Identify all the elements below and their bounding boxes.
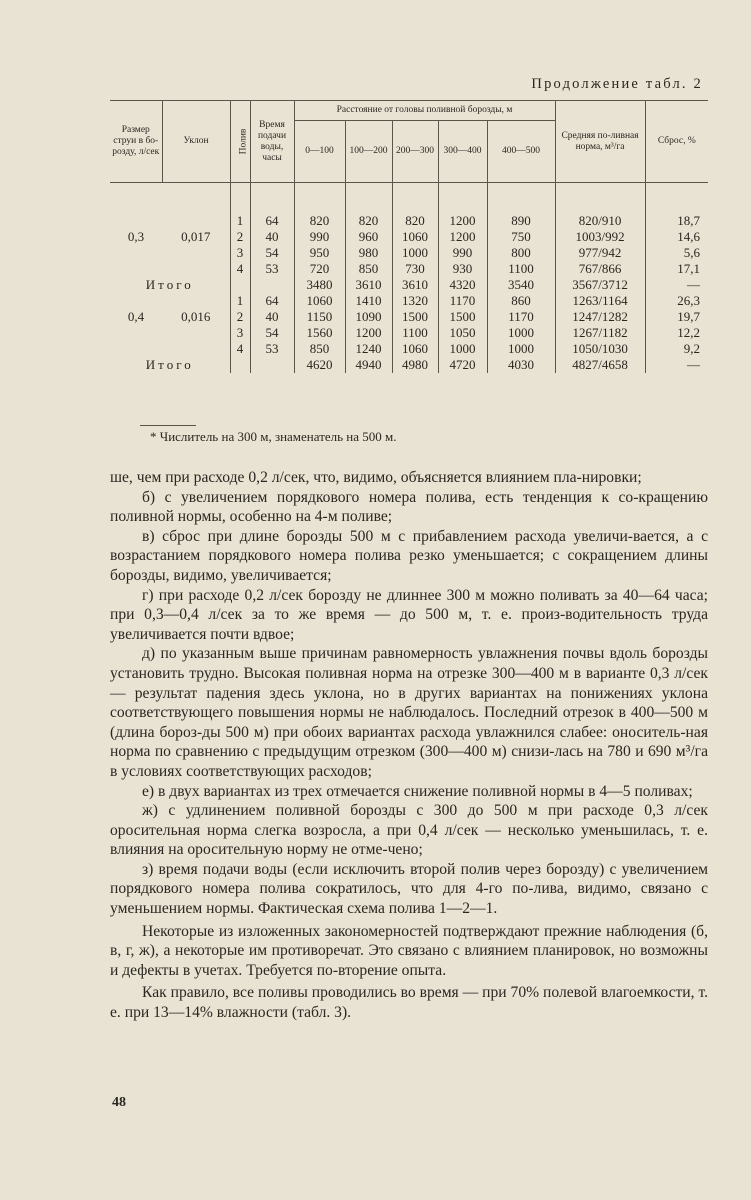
header-distance-2: 100—200: [345, 121, 392, 183]
table-row: 3 54 1560 1200 1100 1050 1000 1267/1182 12,2: [110, 325, 708, 341]
table-row: 4 53 850 1240 1060 1000 1000 1050/1030 9,2: [110, 341, 708, 357]
stream-size-value: 0,4: [127, 309, 145, 324]
table-row: 0,3 0,017 2 40 990 960 1060 1200 750 1003/992 14,6: [110, 229, 708, 245]
slope-value: 0,017: [181, 229, 211, 244]
header-distance-5: 400—500: [487, 121, 555, 183]
header-distance-group: Расстояние от головы поливной борозды, м: [294, 101, 555, 121]
total-row: Итого 3480 3610 3610 4320 3540 3567/3712 —: [110, 277, 708, 293]
header-slope: Уклон: [162, 101, 230, 183]
header-irrigation: Полив: [230, 101, 250, 183]
table-row: 4 53 720 850 730 930 1100 767/866 17,1: [110, 261, 708, 277]
paragraph: е) в двух вариантах из трех отмечается снижение поливной нормы в 4—5 поливах;: [142, 782, 693, 800]
table-row: 1 64 820 820 820 1200 890 820/910 18,7: [110, 213, 708, 229]
table-footnote: * Числитель на 300 м, знаменатель на 500 м.: [150, 429, 397, 444]
header-discharge: Сброс, %: [645, 101, 708, 183]
paragraph: б) с увеличением порядкового номера полива, есть тенденция к со-кращению поливной нормы, особенно на 4-м поливе;: [110, 488, 708, 526]
table-continuation-label: Продолжение табл. 2: [531, 76, 703, 92]
footnote-separator: [140, 425, 196, 426]
paragraph: г) при расходе 0,2 л/сек борозду не длиннее 300 м можно поливать за 40—64 часа; при 0,3—0,4 л/сек за то же время — до 500 м, т. е. произ-водительность труда увеличивается почти вдвое;: [110, 586, 708, 643]
body-text: [110, 468, 708, 1023]
table-row: 3 54 950 980 1000 990 800 977/942 5,6: [110, 245, 708, 261]
paragraph: ше, чем при расходе 0,2 л/сек, что, видимо, объясняется влиянием пла-нировки;: [110, 469, 642, 486]
table-row: 1 64 1060 1410 1320 1170 860 1263/1164 26,3: [110, 293, 708, 309]
stream-size-value: 0,3: [127, 229, 145, 244]
total-row: Итого 4620 4940 4980 4720 4030 4827/4658 —: [110, 357, 708, 373]
paragraph: ж) с удлинением поливной борозды с 300 до 500 м при расходе 0,3 л/сек оросительная норма слегка возросла, а при 0,4 л/сек — несколько уменьшилась, т. е. влияния на оросительную норму не отме-чено;: [110, 802, 708, 859]
header-distance-4: 300—400: [438, 121, 487, 183]
paragraph: д) по указанным выше причинам равномерность увлажнения почвы вдоль борозды установить трудно. Высокая поливная норма на отрезке 300—400 м в варианте 0,3 л/сек — результат падения здесь уклона, но в других вариантах на понижениях уклона соответствующего повышения нормы не наблюдалось. Последний отрезок в 400—500 м (длина бороз-ды 500 м) при обоих вариантах расхода увлажнился слабее: оноситель-ная норма по сравнению с предыдущим отрезком (300—400 м) снизи-лась на 780 и 690 м³/га в условиях соответствующих расходов;: [110, 645, 708, 780]
header-distance-1: 0—100: [294, 121, 345, 183]
paragraph: в) сброс при длине борозды 500 м с прибавлением расхода увеличи-вается, а с возрастанием порядкового номера полива резко уменьшается; с сокращением длины борозды, видимо, увеличивается;: [110, 527, 708, 584]
header-stream-size: Размер струи в бо-розду, л/сек: [110, 101, 162, 183]
table-row: 0,4 0,016 2 40 1150 1090 1500 1500 1170 1247/1282 19,7: [110, 309, 708, 325]
header-water-time: Время подачи воды, часы: [250, 101, 294, 183]
irrigation-table: [110, 100, 708, 373]
paragraph: з) время подачи воды (если исключить второй полив через борозду) с увеличением порядкового номера полива сократилось, что для 4-го по-лива, видимо, связано с уменьшением нормы. Фактическая схема полива 1—2—1.: [110, 860, 708, 918]
paragraph: Как правило, все поливы проводились во время — при 70% полевой влагоемкости, т. е. при 13—14% влажности (табл. 3).: [110, 984, 708, 1022]
header-distance-3: 200—300: [392, 121, 438, 183]
header-average-norm: Средняя по-ливная норма, м³/га: [555, 101, 645, 183]
page-number: 48: [112, 1095, 126, 1110]
paragraph: Некоторые из изложенных закономерностей подтверждают прежние наблюдения (б, в, г, ж), а некоторые им противоречат. Это связано с влиянием планировок, но возможны и дефекты в учетах. Требуется по-вторение опыта.: [110, 922, 708, 979]
slope-value: 0,016: [181, 309, 211, 324]
